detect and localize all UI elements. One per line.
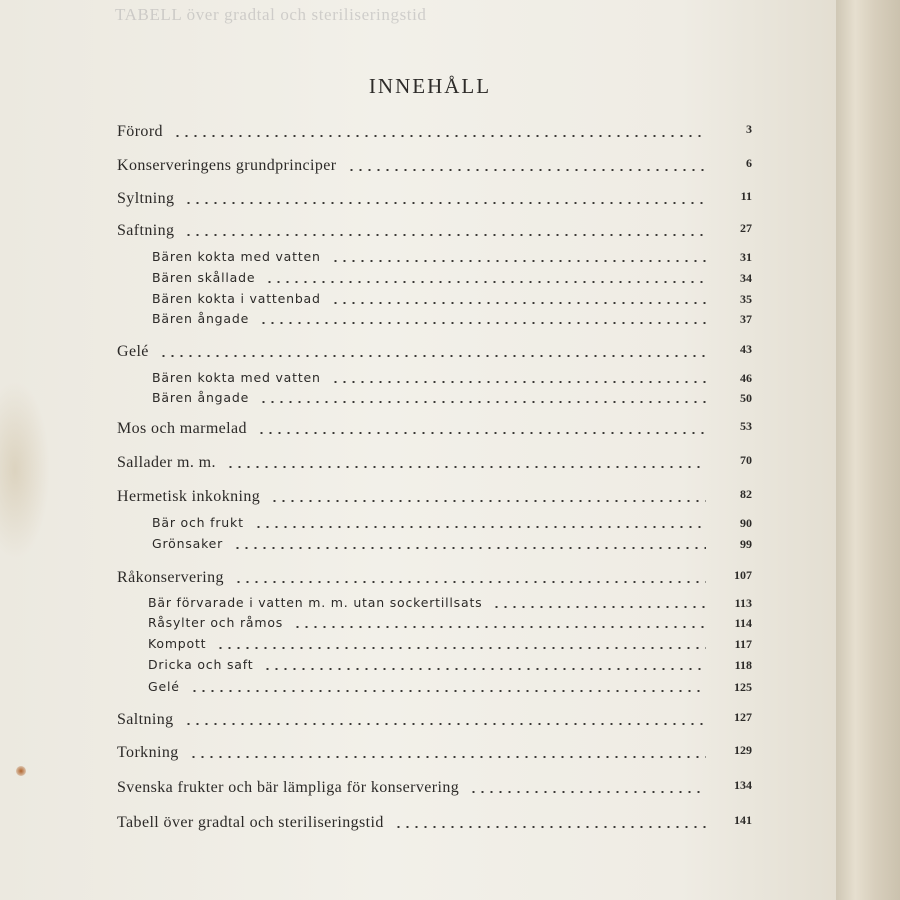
toc-entry [0, 633, 760, 655]
toc-entry [0, 612, 760, 634]
toc-entry-page: 107 [734, 568, 752, 582]
toc-leader-dots [263, 668, 706, 670]
toc-entry-page: 3 [746, 122, 752, 136]
toc-entry-page: 82 [740, 487, 752, 501]
toc-entry-page: 43 [740, 342, 752, 356]
toc-entry-page: 27 [740, 221, 752, 235]
toc-entry-label: Bären ångade [152, 311, 250, 326]
toc-entry-label: Grönsaker [152, 536, 224, 551]
toc-leader-dots [492, 606, 706, 608]
bleed-through-text: TABELL över gradtal och steriliseringstid [115, 5, 427, 24]
toc-entry-label: Hermetisk inkokning [117, 488, 261, 505]
toc-entry-label: Bären kokta i vattenbad [152, 291, 321, 306]
toc-entry-page: 114 [734, 616, 752, 630]
toc-leader-dots [270, 500, 706, 502]
toc-leader-dots [234, 581, 706, 583]
toc-entry [0, 452, 760, 474]
toc-entry-page: 118 [734, 658, 752, 672]
toc-entry-label: Råkonservering [117, 569, 224, 586]
toc-entry [0, 777, 760, 799]
toc-entry-label: Saltning [117, 711, 174, 728]
toc-entry-label: Råsylter och råmos [148, 615, 284, 630]
toc-entry-page: 37 [740, 312, 752, 326]
toc-entry [0, 341, 760, 363]
toc-entry [0, 742, 760, 764]
toc-entry-page: 134 [734, 778, 752, 792]
toc-entry-label: Gelé [117, 343, 149, 360]
toc-entry-label: Mos och marmelad [117, 420, 247, 437]
toc-leader-dots [293, 626, 706, 628]
toc-entry-label: Tabell över gradtal och steriliseringstid [117, 814, 384, 831]
toc-entry-label: Förord [117, 123, 163, 140]
toc-leader-dots [347, 169, 706, 171]
toc-entry [0, 709, 760, 731]
toc-entry [0, 155, 760, 177]
toc-entry-page: 113 [734, 596, 752, 610]
toc-entry [0, 418, 760, 440]
toc-entry-page: 70 [740, 453, 752, 467]
toc-entry [0, 188, 760, 210]
toc-leader-dots [184, 202, 706, 204]
toc-leader-dots [216, 647, 706, 649]
toc-entry-label: Bären ångade [152, 390, 250, 405]
toc-entry [0, 533, 760, 555]
toc-entry [0, 592, 760, 614]
page-edge [836, 0, 900, 900]
page-title: INNEHÅLL [368, 74, 492, 98]
toc-entry [0, 486, 760, 508]
toc-entry [0, 567, 760, 589]
toc-entry-page: 46 [740, 371, 752, 385]
toc-entry-label: Konserveringens grundprinciper [117, 157, 337, 174]
toc-entry [0, 812, 760, 834]
toc-entry [0, 367, 760, 389]
toc-entry [0, 121, 760, 143]
toc-entry-page: 53 [740, 419, 752, 433]
toc-entry [0, 387, 760, 409]
toc-entry-page: 127 [734, 710, 752, 724]
toc-entry-page: 90 [740, 516, 752, 530]
toc-entry [0, 308, 760, 330]
toc-entry-label: Bären skållade [152, 270, 256, 285]
toc-entry-label: Kompott [148, 636, 207, 651]
toc-leader-dots [184, 723, 706, 725]
toc-leader-dots [159, 355, 706, 357]
toc-entry [0, 654, 760, 676]
toc-entry-page: 99 [740, 537, 752, 551]
toc-leader-dots [394, 826, 706, 828]
toc-leader-dots [257, 432, 706, 434]
toc-entry [0, 676, 760, 698]
toc-leader-dots [259, 401, 706, 403]
toc-leader-dots [189, 756, 706, 758]
toc-entry [0, 288, 760, 310]
toc-entry-label: Bären kokta med vatten [152, 370, 321, 385]
toc-entry-page: 117 [734, 637, 752, 651]
toc-leader-dots [331, 381, 706, 383]
toc-entry-page: 31 [740, 250, 752, 264]
toc-entry [0, 246, 760, 268]
toc-entry-label: Sallader m. m. [117, 454, 216, 471]
toc-entry-page: 50 [740, 391, 752, 405]
toc-entry-label: Torkning [117, 744, 179, 761]
toc-entry-label: Syltning [117, 190, 175, 207]
toc-entry-label: Saftning [117, 222, 175, 239]
toc-leader-dots [331, 260, 706, 262]
toc-leader-dots [265, 281, 706, 283]
toc-leader-dots [173, 135, 706, 137]
toc-entry-page: 11 [740, 189, 752, 203]
toc-leader-dots [259, 322, 706, 324]
toc-entry-page: 34 [740, 271, 752, 285]
toc-entry-label: Dricka och saft [148, 657, 254, 672]
toc-entry [0, 512, 760, 534]
toc-entry-page: 125 [734, 680, 752, 694]
toc-entry-label: Bär och frukt [152, 515, 244, 530]
toc-leader-dots [469, 791, 706, 793]
toc-entry [0, 267, 760, 289]
toc-entry-label: Bär förvarade i vatten m. m. utan sockertillsats [148, 595, 483, 610]
toc-leader-dots [254, 526, 706, 528]
toc-leader-dots [226, 466, 706, 468]
toc-entry-page: 35 [740, 292, 752, 306]
toc-entry-label: Svenska frukter och bär lämpliga för konservering [117, 779, 460, 796]
toc-entry-page: 6 [746, 156, 752, 170]
toc-entry-page: 141 [734, 813, 752, 827]
toc-entry [0, 220, 760, 242]
toc-entry-label: Bären kokta med vatten [152, 249, 321, 264]
toc-leader-dots [331, 302, 706, 304]
toc-leader-dots [233, 547, 706, 549]
toc-leader-dots [190, 690, 706, 692]
toc-entry-label: Gelé [148, 679, 180, 694]
rust-spot [16, 766, 26, 776]
toc-entry-page: 129 [734, 743, 752, 757]
toc-leader-dots [184, 234, 706, 236]
